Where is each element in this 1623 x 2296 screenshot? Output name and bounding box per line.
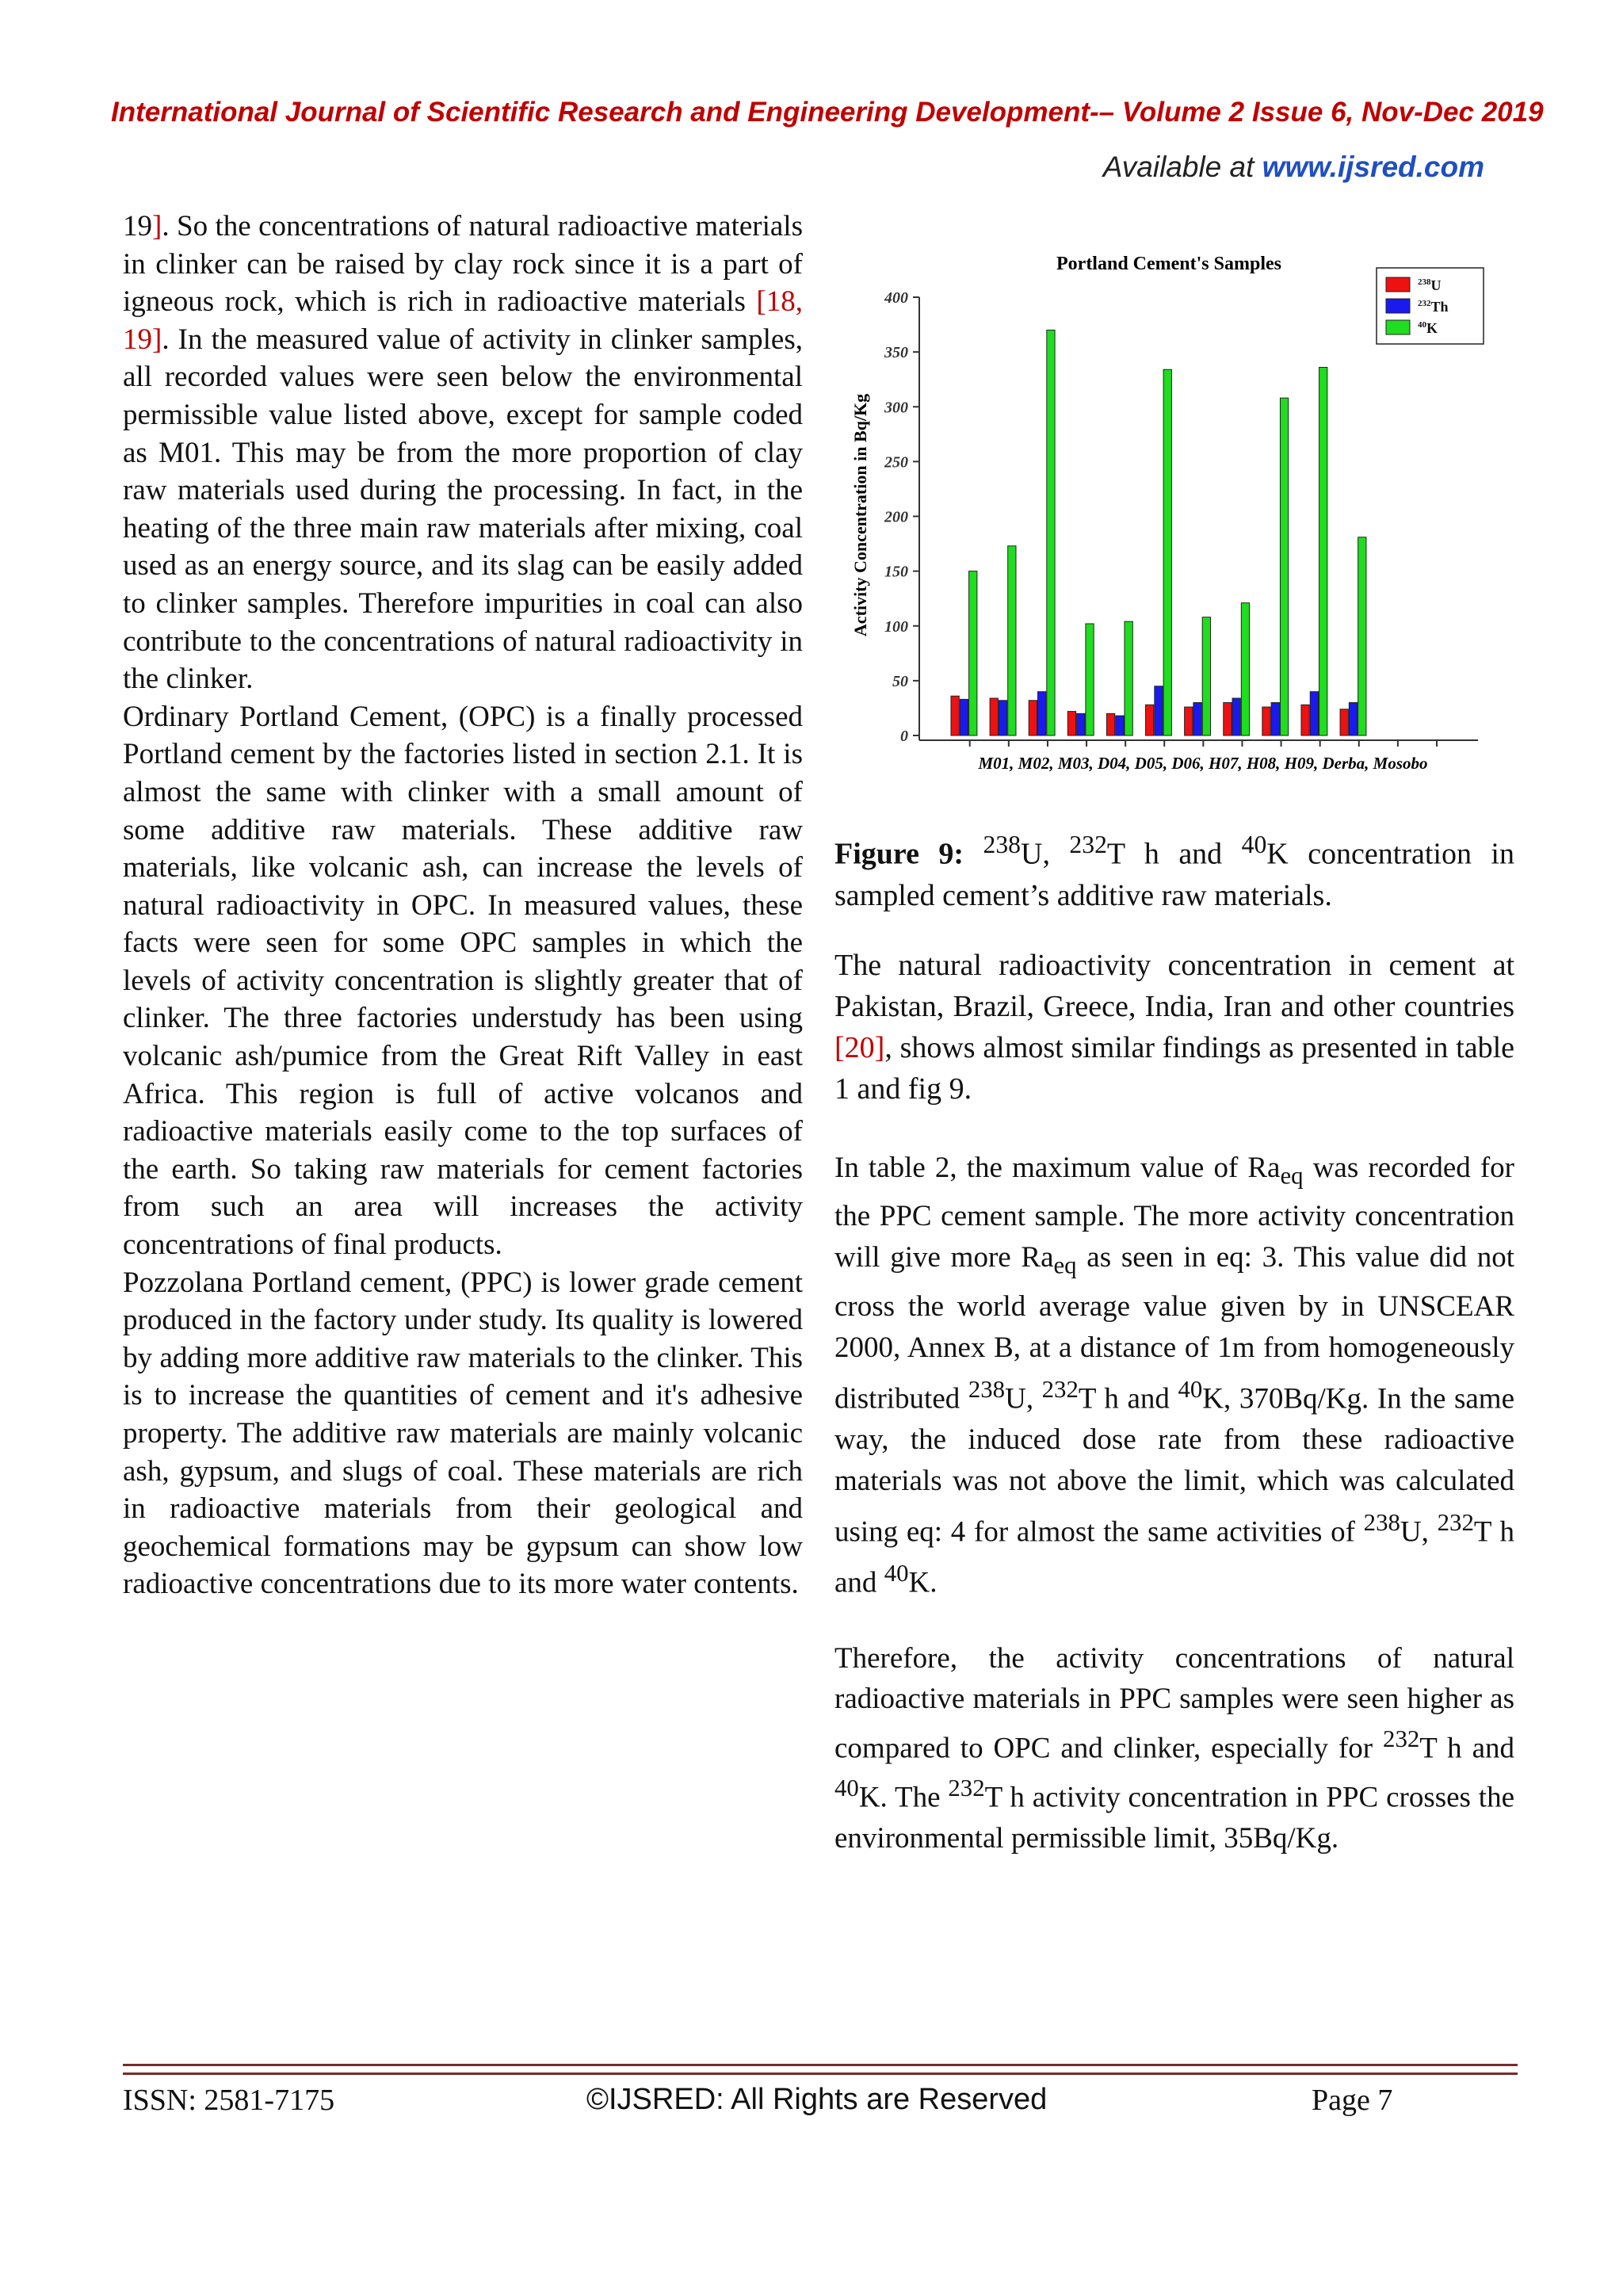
- journal-url-link[interactable]: www.ijsred.com: [1262, 151, 1484, 183]
- bar-Derba-U: [1301, 705, 1309, 735]
- footer-issn: ISSN: 2581-7175: [123, 2084, 335, 2117]
- bar-M03-U: [1029, 701, 1037, 735]
- bar-H07-K: [1202, 617, 1210, 735]
- text: was recorded for the PPC cement sample. The more activity concentration will give more Ra: [834, 1152, 1514, 1274]
- text: T h and: [834, 1515, 1514, 1599]
- text: T h and: [1078, 1382, 1178, 1415]
- bar-M02-K: [1008, 546, 1016, 735]
- figure-9-chart: [844, 238, 1510, 785]
- chart-title: Portland Cement's Samples: [1056, 254, 1281, 274]
- text: . So the concentrations of natural radioactive materials in clinker can be raised by clay rock since it is a part of igneous rock, which is rich in radioactive materials: [123, 210, 803, 319]
- bar-D04-Th: [1077, 713, 1085, 735]
- legend-label-K: $^{40}$K: [1418, 320, 1438, 336]
- sup: 232: [1383, 1725, 1420, 1752]
- sup: 238: [983, 831, 1021, 858]
- left-column: [123, 208, 803, 1603]
- text: U,: [1021, 837, 1070, 871]
- y-tick-label: 350: [884, 344, 908, 362]
- sup: 238: [968, 1375, 1006, 1403]
- footer-copyright: ©IJSRED: All Rights are Reserved: [586, 2083, 1048, 2116]
- bar-D06-K: [1163, 369, 1171, 735]
- sup: 232: [1041, 1375, 1079, 1403]
- bar-H08-Th: [1232, 698, 1240, 735]
- text: K. The: [858, 1781, 949, 1814]
- legend-swatch-Th: [1386, 299, 1410, 313]
- bar-M01-U: [951, 696, 959, 735]
- y-tick-label: 0: [900, 728, 908, 745]
- text: 19: [123, 210, 152, 243]
- legend-label-U: $^{238}$U: [1418, 277, 1442, 293]
- text: K, 370Bq/Kg. In the same way, the induced dose rate from these radioactive materials was not above the limit, which was calculated using eq: 4 for almost the same activities of: [834, 1382, 1514, 1549]
- bar-H09-K: [1280, 398, 1288, 735]
- text: U,: [1400, 1515, 1438, 1549]
- x-tick-labels: M01, M02, M03, D04, D05, D06, H07, H08, H09, Derba, Mosobo: [978, 754, 1428, 773]
- text: as seen in eq: 3. This value did not cross the world average value given by in UNSCEAR 2000, Annex B, at a distance of 1m from homogeneously distributed: [834, 1241, 1515, 1415]
- bar-chart-svg: [844, 238, 1510, 785]
- bar-M02-Th: [999, 701, 1006, 735]
- paragraph-opc: Ordinary Portland Cement, (OPC) is a finally processed Portland cement by the factories listed in section 2.1. It is almost the same with clinker with a small amount of some additive raw materials. These additive raw materials, like volcanic ash, can increase the levels of natural radioactivity in OPC. In measured values, these facts were seen for some OPC samples in which the levels of activity concentration is slightly greater that of clinker. The three factories understudy has been using volcanic ash/pumice from the Great Rift Valley in east Africa. This region is full of active volcanos and radioactive materials easily come to the top surfaces of the earth. So taking raw materials for cement factories from such an area will increases the activity concentrations of final products.: [123, 700, 803, 1262]
- figure-label: Figure 9:: [834, 837, 964, 871]
- bar-H09-Th: [1271, 703, 1279, 735]
- citation-link[interactable]: [18, 19]: [123, 285, 803, 356]
- bar-H09-U: [1262, 707, 1270, 735]
- bar-M03-Th: [1038, 692, 1046, 735]
- bar-Derba-K: [1319, 367, 1327, 735]
- y-tick-label: 250: [884, 453, 908, 472]
- text: K.: [908, 1566, 938, 1599]
- figure-caption: [834, 824, 1514, 916]
- bar-D05-Th: [1116, 716, 1124, 735]
- journal-header: International Journal of Scientific Research and Engineering Development-– Volume 2 Issue 6, Nov-Dec 2019: [111, 97, 1544, 128]
- text: T h activity concentration in PPC crosses the environmental permissible limit, 35Bq/Kg.: [834, 1781, 1514, 1855]
- bar-H07-Th: [1193, 703, 1201, 735]
- y-tick-label: 200: [884, 508, 908, 526]
- y-tick-label: 300: [884, 399, 908, 417]
- bar-Mosobo-U: [1340, 709, 1348, 735]
- availability-line: [1103, 151, 1484, 184]
- bar-Derba-Th: [1310, 692, 1318, 735]
- paragraph-ppc-conclusion: [834, 1638, 1514, 1859]
- bar-M01-K: [969, 571, 977, 735]
- bar-D04-U: [1067, 712, 1075, 735]
- bar-H08-U: [1224, 703, 1232, 735]
- text: . In the measured value of activity in clinker samples, all recorded values were seen below the environmental permissible value listed above, except for sample coded as M01. This may be from the more proportion of clay raw materials used during the processing. In fact, in the heating of the three main raw materials after mixing, coal used as an energy source, and its slag can be easily added to clinker samples. Therefore impurities in coal can also contribute to the concentrations of natural radioactivity in the clinker.: [123, 323, 803, 696]
- bar-M03-K: [1047, 330, 1055, 735]
- text: U,: [1005, 1382, 1042, 1415]
- paragraph-clinker: [123, 208, 803, 698]
- bar-H08-K: [1241, 603, 1249, 735]
- sub: eq: [1280, 1162, 1304, 1190]
- y-tick-label: 400: [884, 289, 908, 307]
- legend-label-Th: $^{232}$Th: [1418, 299, 1449, 315]
- paragraph-raeq: [834, 1148, 1514, 1604]
- bar-M01-Th: [960, 699, 968, 735]
- sup: 40: [1178, 1375, 1203, 1403]
- available-prefix: Available at: [1102, 151, 1262, 183]
- text: In table 2, the maximum value of Ra: [834, 1152, 1281, 1184]
- bar-D05-K: [1125, 621, 1132, 735]
- footer-page-number: Page 7: [1312, 2084, 1393, 2117]
- sup: 40: [834, 1775, 859, 1802]
- text: The natural radioactivity concentration in cement at Pakistan, Brazil, Greece, India, Iran and other countries: [834, 949, 1514, 1023]
- text: T h and: [1419, 1732, 1514, 1765]
- bar-H07-U: [1185, 707, 1193, 735]
- text: , shows almost similar findings as presented in table 1 and fig 9.: [834, 1031, 1514, 1106]
- sup: 232: [1069, 831, 1107, 858]
- ref-bracket: ]: [152, 210, 162, 243]
- footer-divider: [123, 2064, 1518, 2075]
- citation-link[interactable]: [20]: [834, 1031, 885, 1064]
- text: T h and: [1106, 837, 1242, 871]
- sup: 232: [1437, 1509, 1474, 1537]
- bar-D04-K: [1086, 624, 1094, 735]
- y-tick-label: 150: [884, 563, 908, 581]
- bar-D06-Th: [1155, 686, 1163, 735]
- sup: 40: [884, 1560, 909, 1587]
- sup: 232: [948, 1775, 985, 1802]
- paragraph-ppc: Pozzolana Portland cement, (PPC) is lower grade cement produced in the factory under study. Its quality is lowered by adding more additive raw materials to the clinker. This is to increase the quantities of cement and it's adhesive property. The additive raw materials are mainly volcanic ash, gypsum, and slugs of coal. These materials are rich in radioactive materials from their geological and geochemical formations may be gypsum can show low radioactive concentrations due to its more water contents.: [123, 1266, 803, 1601]
- bar-Mosobo-Th: [1349, 703, 1357, 735]
- legend-swatch-U: [1386, 277, 1410, 292]
- bar-M02-U: [990, 698, 998, 735]
- y-axis-label: Activity Concentration in Bq/Kg: [850, 393, 870, 637]
- bar-D06-U: [1146, 705, 1154, 735]
- bar-D05-U: [1106, 713, 1114, 735]
- legend-swatch-K: [1386, 320, 1410, 334]
- paragraph-other-countries: [834, 945, 1514, 1110]
- text: Therefore, the activity concentrations of natural radioactive materials in PPC samples were seen higher as compared to OPC and clinker, especially for: [834, 1642, 1514, 1765]
- sup: 238: [1363, 1509, 1400, 1537]
- y-tick-label: 100: [884, 617, 908, 636]
- sub: eq: [1053, 1251, 1077, 1279]
- sup: 40: [1241, 831, 1267, 858]
- bar-Mosobo-K: [1358, 537, 1366, 735]
- text: K concentration in sampled cement’s additive raw materials.: [834, 837, 1514, 912]
- y-tick-label: 50: [892, 672, 908, 690]
